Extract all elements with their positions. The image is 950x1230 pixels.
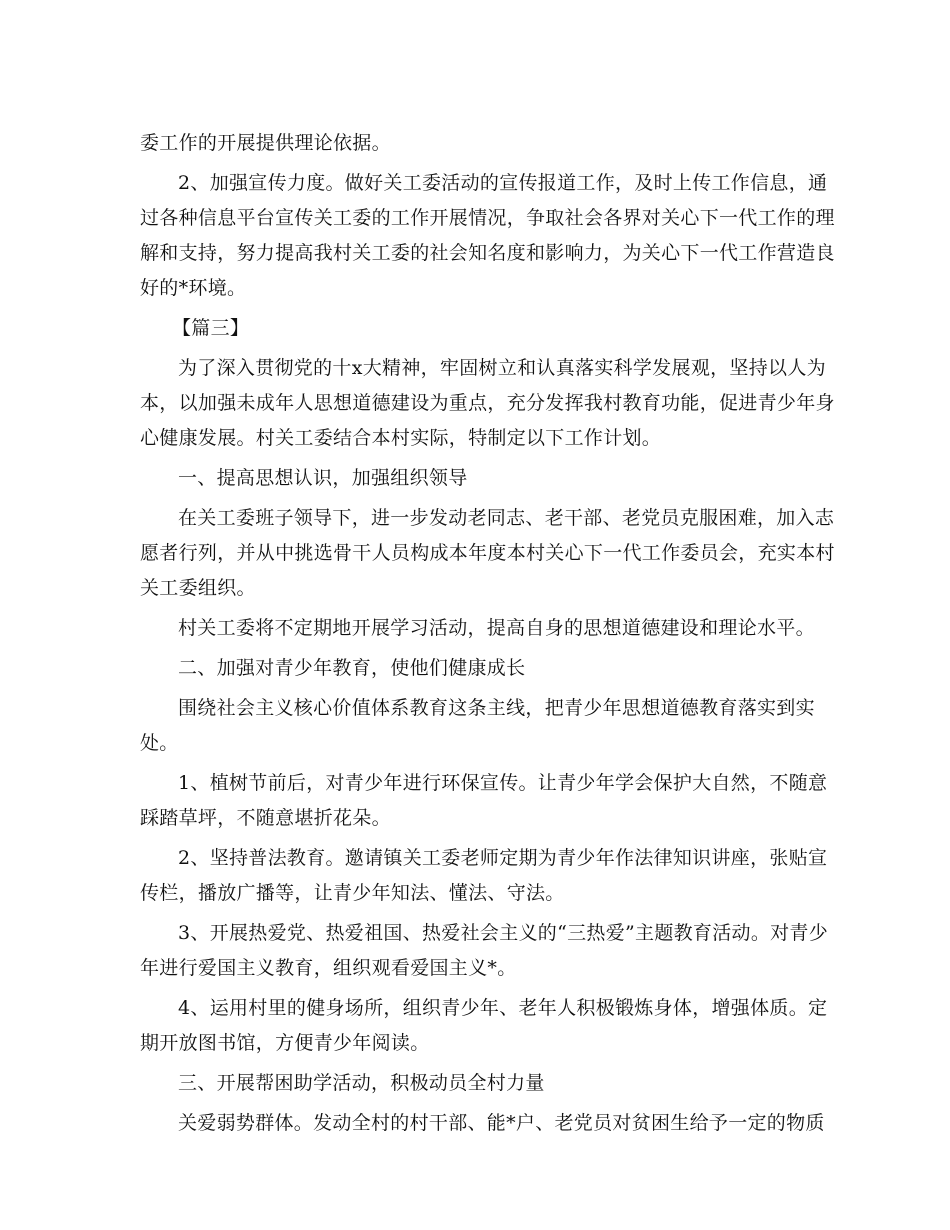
- text-line: 4、运用村里的健身场所，组织青少年、老年人积极锻炼身体，增强体质。定: [178, 997, 828, 1019]
- subheading: 二、加强对青少年教育，使他们健康成长: [178, 657, 526, 679]
- text-line: 在关工委班子领导下，进一步发动老同志、老干部、老党员克服困难，加入志: [178, 507, 835, 529]
- text-line: 2、坚持普法教育。邀请镇关工委老师定期为青少年作法律知识讲座，张贴宣: [178, 847, 828, 869]
- subheading: 一、提高思想认识，加强组织领导: [178, 467, 468, 489]
- text-line: 解和支持，努力提高我村关工委的社会知名度和影响力，为关心下一代工作营造良: [140, 242, 835, 264]
- text-line: 1、植树节前后，对青少年进行环保宣传。让青少年学会保护大自然，不随意: [178, 772, 828, 794]
- text-line: 关工委组织。: [140, 577, 256, 599]
- subheading: 三、开展帮困助学活动，积极动员全村力量: [178, 1072, 545, 1094]
- text-line: 传栏，播放广播等，让青少年知法、懂法、守法。: [140, 882, 565, 904]
- text-line: 年进行爱国主义教育，组织观看爱国主义*。: [140, 957, 517, 979]
- text-line: 过各种信息平台宣传关工委的工作开展情况，争取社会各界对关心下一代工作的理: [140, 207, 835, 229]
- text-line: 为了深入贯彻党的十x大精神，牢固树立和认真落实科学发展观，坚持以人为: [178, 357, 826, 379]
- text-line: 心健康发展。村关工委结合本村实际，特制定以下工作计划。: [140, 427, 662, 449]
- text-line: 2、加强宣传力度。做好关工委活动的宣传报道工作，及时上传工作信息，通: [178, 172, 828, 194]
- text-line: 村关工委将不定期地开展学习活动，提高自身的思想道德建设和理论水平。: [178, 617, 815, 639]
- text-line: 踩踏草坪，不随意堪折花朵。: [140, 807, 391, 829]
- text-line: 期开放图书馆，方便青少年阅读。: [140, 1032, 430, 1054]
- text-line: 委工作的开展提供理论依据。: [140, 132, 391, 154]
- section-heading: 【篇三】: [172, 317, 250, 339]
- text-line: 3、开展热爱党、热爱祖国、热爱社会主义的“三热爱”主题教育活动。对青少: [178, 922, 829, 944]
- text-line: 好的*环境。: [140, 277, 247, 299]
- text-line: 本，以加强未成年人思想道德建设为重点，充分发挥我村教育功能，促进青少年身: [140, 392, 835, 414]
- text-line: 处。: [140, 732, 179, 754]
- text-line: 愿者行列，并从中挑选骨干人员构成本年度本村关心下一代工作委员会，充实本村: [140, 542, 835, 564]
- text-line: 关爱弱势群体。发动全村的村干部、能*户、老党员对贫困生给予一定的物质: [178, 1112, 825, 1134]
- text-line: 围绕社会主义核心价值体系教育这条主线，把青少年思想道德教育落实到实: [178, 697, 815, 719]
